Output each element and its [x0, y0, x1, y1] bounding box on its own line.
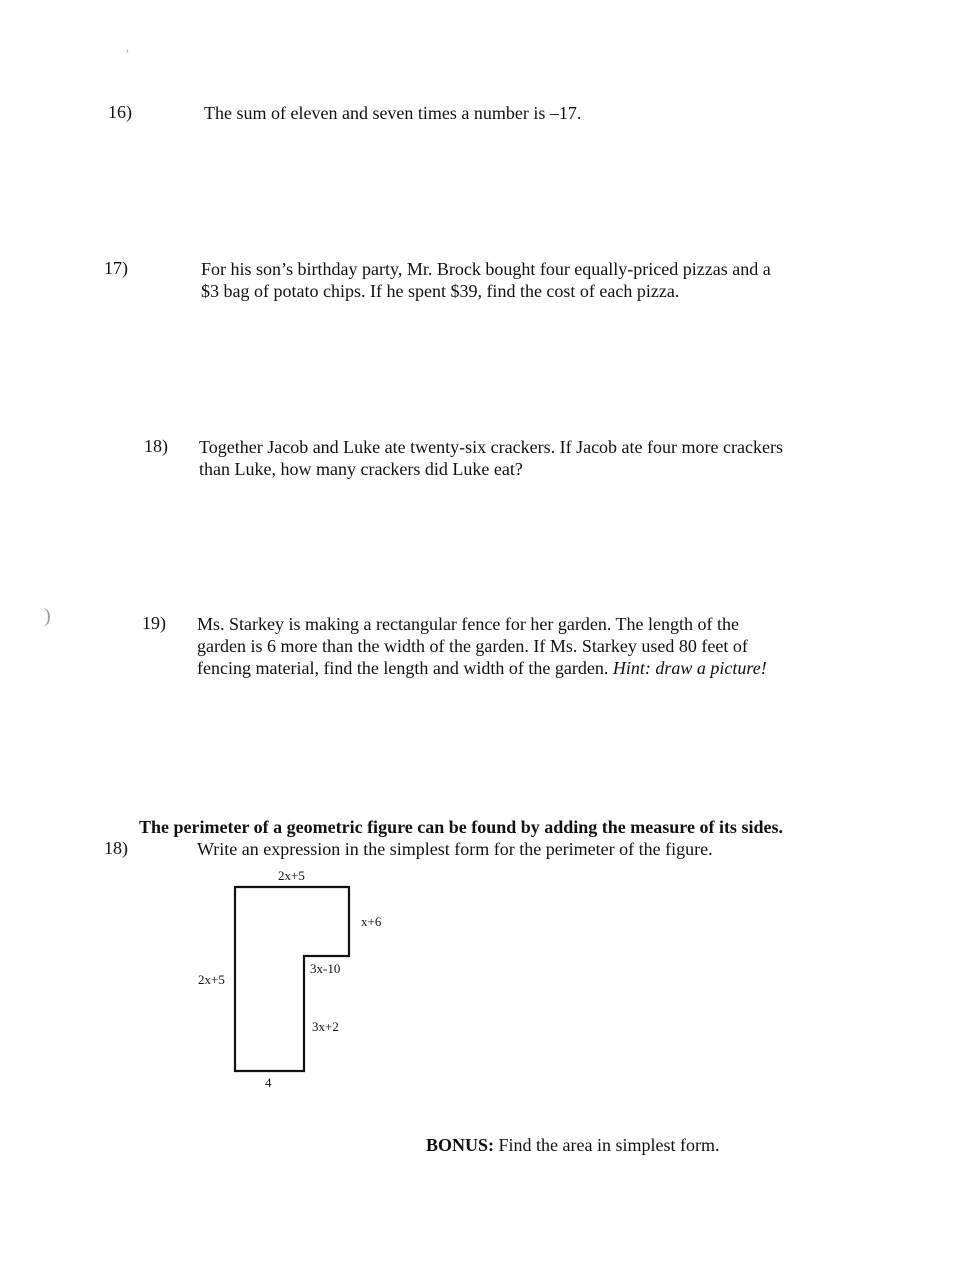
problem-19-line-3-text: fencing material, find the length and width of the garden.	[197, 658, 613, 678]
bonus-text: Find the area in simplest form.	[494, 1135, 720, 1155]
scan-speck: ,	[126, 40, 129, 54]
problem-16-number: 16)	[108, 102, 132, 122]
problem-18-line-1: Together Jacob and Luke ate twenty-six crackers. If Jacob ate four more crackers	[199, 437, 783, 457]
problem-17-line-2: $3 bag of potato chips. If he spent $39, find the cost of each pizza.	[201, 281, 680, 301]
problem-19-number: 19)	[142, 613, 166, 633]
label-step: 3x-10	[310, 961, 341, 976]
problem-16-line-1: The sum of eleven and seven times a number is –17.	[204, 103, 582, 123]
scan-hole-mark: )	[44, 605, 51, 627]
label-bottom: 4	[265, 1075, 272, 1090]
problem-17-line-1: For his son’s birthday party, Mr. Brock bought four equally-priced pizzas and a	[201, 259, 771, 279]
perimeter-problem-number: 18)	[104, 838, 128, 858]
label-left: 2x+5	[198, 972, 225, 987]
perimeter-heading: The perimeter of a geometric figure can be found by adding the measure of its sides.	[139, 817, 783, 837]
problem-17-number: 17)	[104, 258, 128, 278]
problem-18-line-2: than Luke, how many crackers did Luke eat?	[199, 459, 523, 479]
bonus	[426, 1134, 719, 1156]
problem-19-hint: Hint: draw a picture!	[612, 658, 767, 678]
label-right-upper: x+6	[361, 914, 382, 929]
perimeter-instruction: Write an expression in the simplest form for the perimeter of the figure.	[197, 839, 713, 859]
problem-19-line-2: garden is 6 more than the width of the garden. If Ms. Starkey used 80 feet of	[197, 636, 748, 656]
label-top: 2x+5	[278, 868, 305, 883]
bonus-label: BONUS:	[426, 1135, 495, 1155]
problem-19-line-1: Ms. Starkey is making a rectangular fence for her garden. The length of the	[197, 614, 739, 634]
figure-outline	[235, 887, 349, 1071]
problem-18-number: 18)	[144, 436, 168, 456]
label-right-lower: 3x+2	[312, 1019, 339, 1034]
